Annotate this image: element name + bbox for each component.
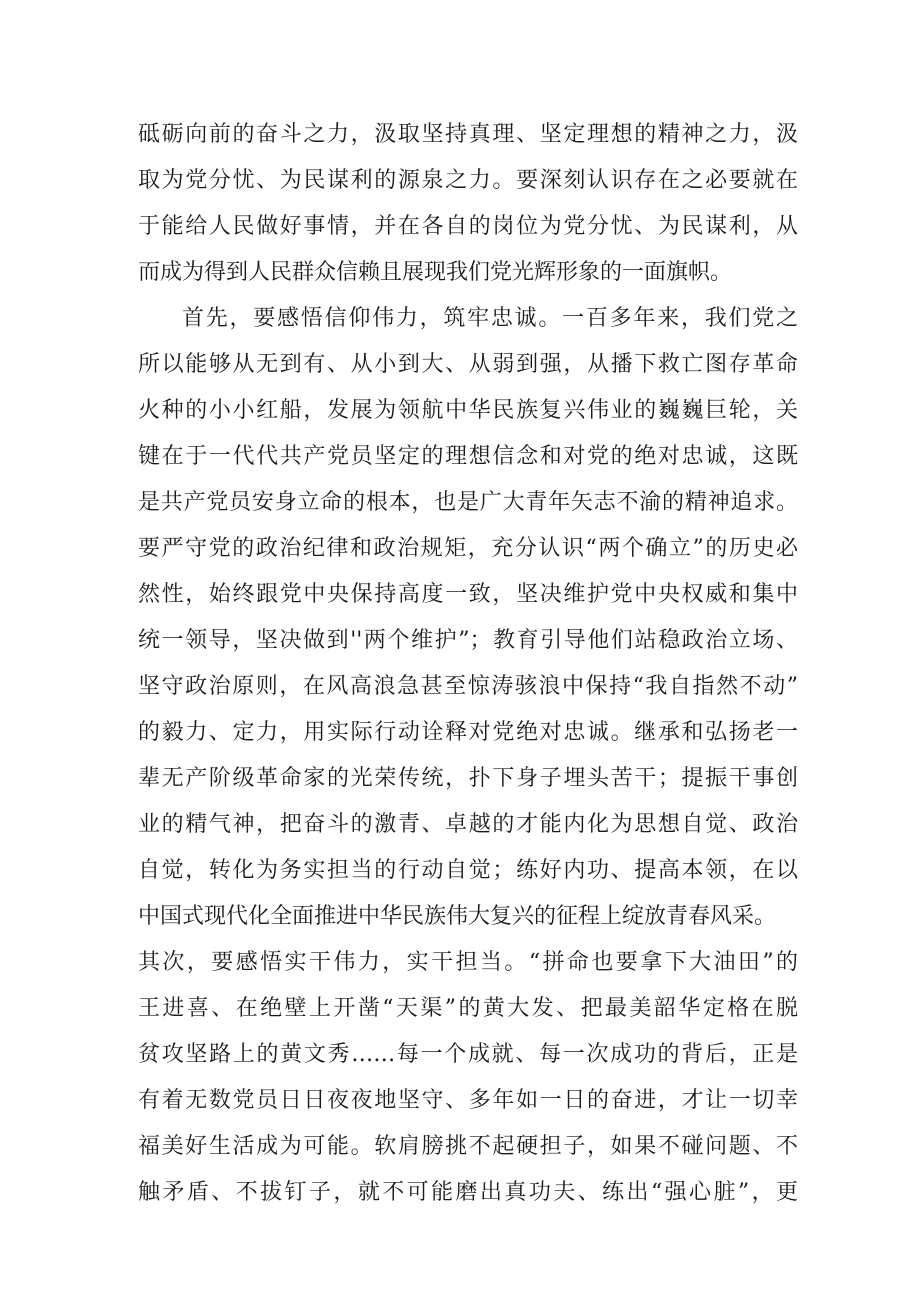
text-line: 业的精气神，把奋斗的激青、卓越的才能内化为思想自觉、政治 [138, 812, 798, 837]
text-line: 于能给人民做好事情，并在各自的岗位为党分忧、为民谋利，从 [138, 214, 798, 239]
text-line: 坚守政治原则，在风高浪急甚至惊涛骇浪中保持“我自指然不动” [138, 674, 798, 699]
text-line: 砥砺向前的奋斗之力，汲取坚持真理、坚定理想的精神之力，汲 [138, 122, 798, 147]
text-line: 自觉，转化为务实担当的行动自觉；练好内功、提高本领，在以 [138, 858, 798, 883]
text-line: 火种的小小红船，发展为领航中华民族复兴伟业的巍巍巨轮，关 [138, 398, 798, 423]
text-line: 而成为得到人民群众信赖且展现我们党光辉形象的一面旗帜。 [138, 260, 733, 285]
text-line: 所以能够从无到有、从小到大、从弱到强，从播下救亡图存革命 [138, 352, 798, 377]
text-line: 键在于一代代共产党员坚定的理想信念和对党的绝对忠诚，这既 [138, 444, 798, 469]
text-line: 中国式现代化全面推进中华民族伟大复兴的征程上绽放青春风采。 [138, 904, 777, 929]
text-line: 统一领导，坚决做到''两个维护”；教育引导他们站稳政治立场、 [138, 628, 798, 653]
text-line: 王进喜、在绝壁上开凿“天渠”的黄大发、把最美韶华定格在脱 [138, 996, 798, 1021]
text-line: 辈无产阶级革命家的光荣传统，扑下身子埋头苦干；提振干事创 [138, 766, 798, 791]
paragraph-first-line: 首先，要感悟信仰伟力，筑牢忠诚。一百多年来，我们党之 [182, 306, 798, 331]
text-line: 触矛盾、不拔钉子，就不可能磨出真功夫、练出“强心脏”，更 [138, 1180, 798, 1205]
text-line: 是共产党员安身立命的根本，也是广大青年矢志不渝的精神追求。 [138, 490, 798, 515]
text-line: 的毅力、定力，用实际行动诠释对党绝对忠诚。继承和弘扬老一 [138, 720, 798, 745]
body-text [138, 112, 798, 1216]
text-line: 其次，要感悟实干伟力，实干担当。“拼命也要拿下大油田”的 [138, 950, 798, 975]
text-line: 贫攻坚路上的黄文秀……每一个成就、每一次成功的背后，正是 [138, 1042, 798, 1067]
text-line: 取为党分忧、为民谋利的源泉之力。要深刻认识存在之必要就在 [138, 168, 798, 193]
text-line: 要严守党的政治纪律和政治规矩，充分认识“两个确立”的历史必 [138, 536, 798, 561]
text-line: 有着无数党员日日夜夜地坚守、多年如一日的奋进，才让一切幸 [138, 1088, 798, 1113]
text-line: 福美好生活成为可能。软肩膀挑不起硬担子，如果不碰问题、不 [138, 1134, 798, 1159]
text-line: 然性，始终跟党中央保持高度一致，坚决维护党中央权威和集中 [138, 582, 798, 607]
